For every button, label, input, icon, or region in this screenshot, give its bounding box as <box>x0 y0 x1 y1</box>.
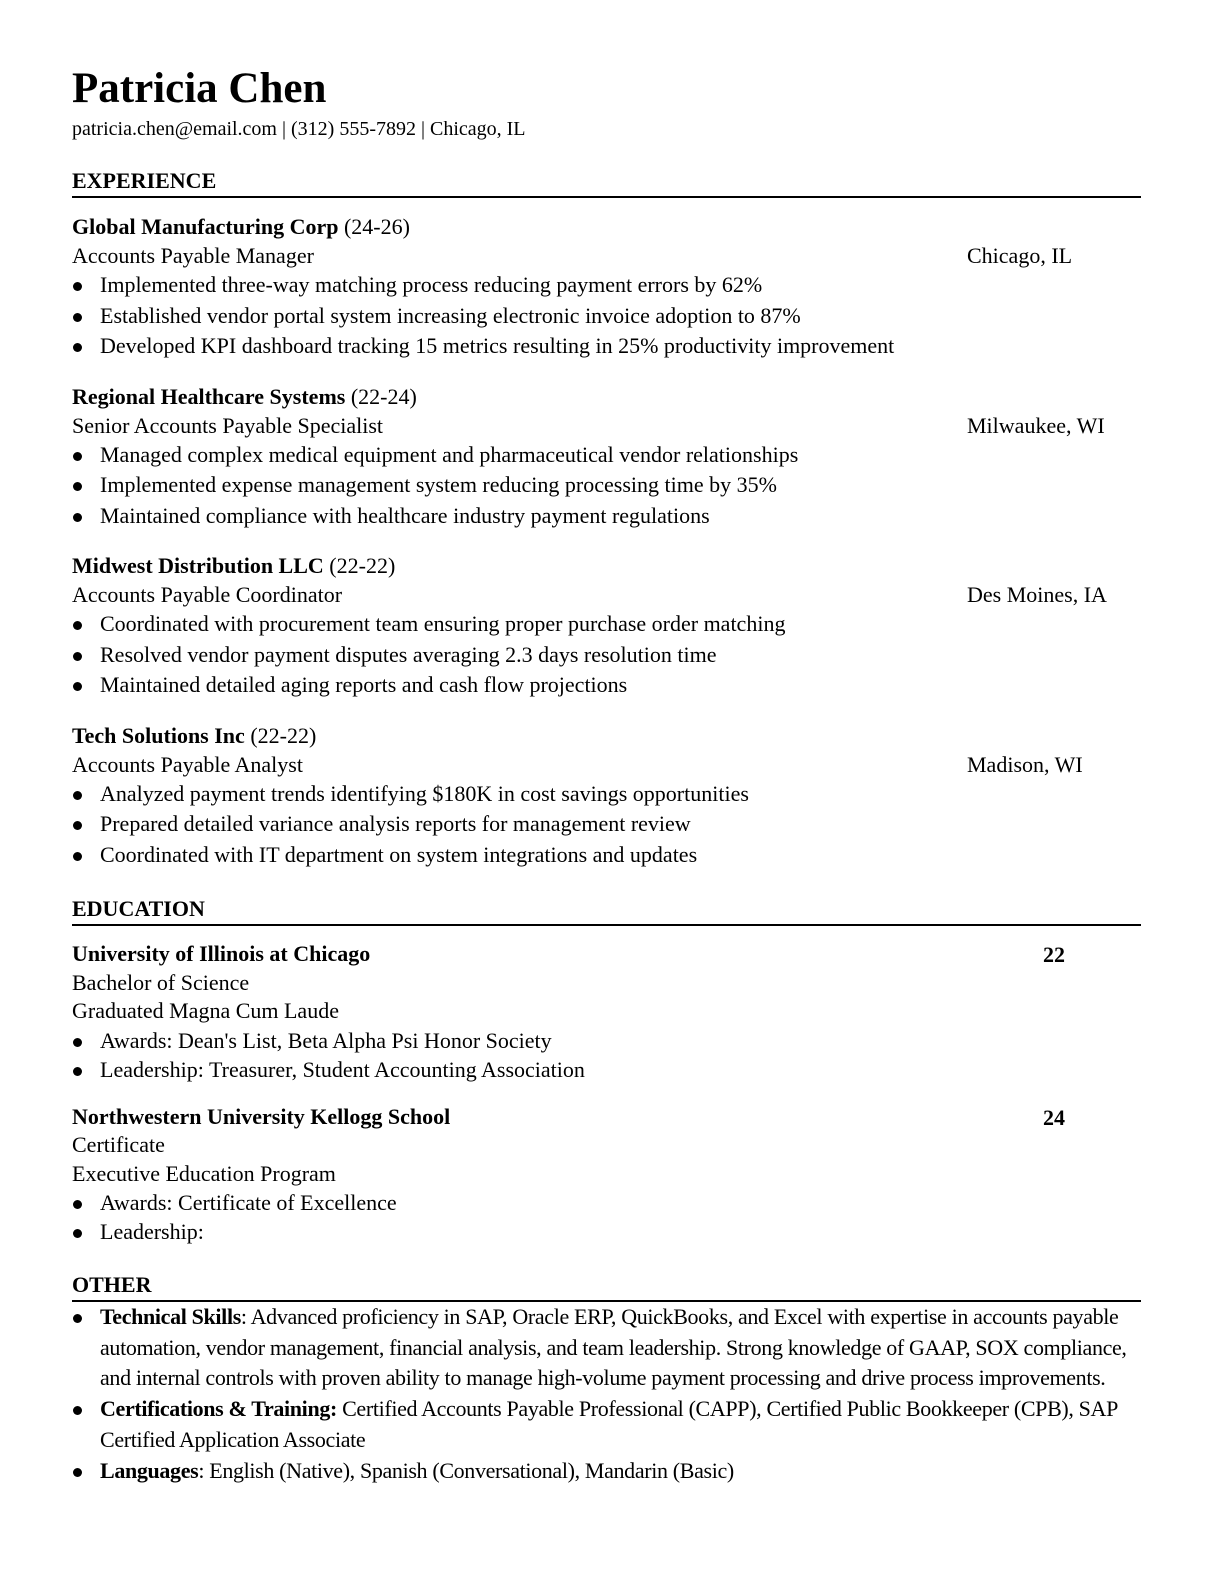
bullet-icon <box>73 682 82 691</box>
bullet-icon <box>73 1229 82 1238</box>
bullet-text: Managed complex medical equipment and pharmaceutical vendor relationships <box>100 441 799 467</box>
contact-line: patricia.chen@email.com | (312) 555-7892 | Chicago, IL <box>72 118 526 140</box>
bullet-item <box>72 501 1141 532</box>
bullet-item <box>72 640 1141 671</box>
bullet-icon <box>73 282 82 291</box>
company-name: Midwest Distribution LLC <box>72 553 324 578</box>
other-item-certifications <box>72 1394 1141 1455</box>
other-heading: OTHER <box>72 1272 1141 1302</box>
bullet-text: Awards: Dean's List, Beta Alpha Psi Honor Society <box>100 1027 552 1053</box>
company-name: Regional Healthcare Systems <box>72 383 346 409</box>
bullet-icon <box>73 1406 82 1415</box>
bullet-icon <box>73 452 82 461</box>
bullet-item <box>72 470 1141 501</box>
job-bullets <box>72 270 1141 362</box>
job-dates: (22-22) <box>329 553 396 578</box>
honors: Executive Education Program <box>72 1160 336 1186</box>
bullet-text: Implemented three-way matching process reducing payment errors by 62% <box>100 272 763 297</box>
job-header <box>72 212 1141 241</box>
job-title: Accounts Payable Analyst <box>72 751 303 777</box>
bullet-item <box>72 1217 1141 1246</box>
experience-list <box>72 212 1141 870</box>
bullet-item <box>72 1026 1141 1055</box>
education-bullets <box>72 1026 1141 1084</box>
experience-heading: EXPERIENCE <box>72 168 1141 198</box>
bullet-item <box>72 1055 1141 1084</box>
job-title: Accounts Payable Coordinator <box>72 582 343 607</box>
item-text: English (Native), Spanish (Conversational), Mandarin (Basic) <box>209 1458 734 1483</box>
other-item-technical-skills <box>72 1302 1141 1394</box>
job-bullets <box>72 779 1141 871</box>
bullet-icon <box>73 791 82 800</box>
bullet-icon <box>73 1468 82 1477</box>
bullet-icon <box>73 513 82 522</box>
bullet-icon <box>73 343 82 352</box>
bullet-text: Maintained detailed aging reports and cash flow projections <box>100 672 628 697</box>
bullet-item <box>72 840 1141 871</box>
education-heading: EDUCATION <box>72 896 1141 926</box>
job-dates: (22-22) <box>250 722 317 748</box>
job-dates: (22-24) <box>350 383 417 409</box>
job-location: Milwaukee, WI <box>967 412 1105 438</box>
company-name: Global Manufacturing Corp <box>72 214 339 239</box>
bullet-text: Awards: Certificate of Excellence <box>100 1190 397 1215</box>
job-entry <box>72 551 1141 701</box>
candidate-name: Patricia Chen <box>72 65 327 112</box>
graduation-year: 24 <box>1043 1104 1065 1130</box>
bullet-text: Coordinated with procurement team ensuring proper purchase order matching <box>100 611 786 636</box>
job-bullets <box>72 609 1141 701</box>
bullet-text: Analyzed payment trends identifying $180K in cost savings opportunities <box>100 780 749 806</box>
bullet-text: Leadership: Treasurer, Student Accounting Association <box>100 1056 585 1082</box>
job-header <box>72 382 1141 411</box>
item-separator: : <box>198 1458 210 1483</box>
job-entry <box>72 212 1141 362</box>
bullet-text: Resolved vendor payment disputes averaging 2.3 days resolution time <box>100 641 717 667</box>
bullet-item <box>72 670 1141 701</box>
job-location: Des Moines, IA <box>967 582 1107 607</box>
item-label: Technical Skills <box>100 1304 241 1329</box>
bullet-icon <box>73 1200 82 1209</box>
bullet-icon <box>73 1314 82 1323</box>
job-entry <box>72 382 1141 532</box>
bullet-icon <box>73 1067 82 1076</box>
bullet-icon <box>73 621 82 630</box>
bullet-icon <box>73 821 82 830</box>
bullet-text: Prepared detailed variance analysis reports for management review <box>100 811 691 836</box>
item-separator: : <box>240 1304 251 1329</box>
bullet-text: Implemented expense management system reducing processing time by 35% <box>100 472 777 497</box>
bullet-icon <box>73 313 82 322</box>
bullet-item <box>72 1188 1141 1217</box>
bullet-item <box>72 440 1141 471</box>
degree: Bachelor of Science <box>72 969 250 995</box>
bullet-text: Developed KPI dashboard tracking 15 metrics resulting in 25% productivity improvement <box>100 333 895 358</box>
education-list <box>72 940 1141 1246</box>
bullet-icon <box>73 652 82 661</box>
job-title: Senior Accounts Payable Specialist <box>72 412 383 438</box>
resume-page <box>72 62 1141 1487</box>
education-bullets <box>72 1188 1141 1246</box>
honors: Graduated Magna Cum Laude <box>72 998 339 1023</box>
bullet-text: Coordinated with IT department on system integrations and updates <box>100 841 698 867</box>
job-location: Chicago, IL <box>967 243 1073 268</box>
job-location: Madison, WI <box>967 751 1083 777</box>
bullet-icon <box>73 482 82 491</box>
job-header <box>72 721 1141 750</box>
job-entry <box>72 721 1141 871</box>
job-bullets <box>72 440 1141 532</box>
education-entry <box>72 940 1141 1084</box>
bullet-text: Established vendor portal system increasing electronic invoice adoption to 87% <box>100 302 801 328</box>
item-text: Certified Accounts Payable Professional (CAPP), Certified Public Bookkeeper (CPB), SAP Certified Application Associate <box>100 1396 1118 1452</box>
other-item-languages <box>72 1456 1141 1487</box>
bullet-text: Maintained compliance with healthcare industry payment regulations <box>100 502 710 528</box>
degree: Certificate <box>72 1132 165 1157</box>
job-title: Accounts Payable Manager <box>72 243 314 268</box>
bullet-item <box>72 779 1141 810</box>
other-list <box>72 1302 1141 1487</box>
item-text: Advanced proficiency in SAP, Oracle ERP, QuickBooks, and Excel with expertise in accounts payable automation, vendor management, financial analysis, and team leadership. Strong knowledge of GAAP, SOX compliance, and internal controls with proven ability to manage high-volume payment processing and drive process improvements. <box>100 1304 1127 1390</box>
bullet-item <box>72 331 1141 362</box>
school-name: Northwestern University Kellogg School <box>72 1103 451 1129</box>
bullet-item <box>72 609 1141 640</box>
school-name: University of Illinois at Chicago <box>72 941 371 966</box>
job-dates: (24-26) <box>343 214 410 239</box>
bullet-item <box>72 270 1141 301</box>
education-entry <box>72 1103 1141 1247</box>
bullet-item <box>72 809 1141 840</box>
company-name: Tech Solutions Inc <box>72 722 245 748</box>
job-header <box>72 551 1141 580</box>
graduation-year: 22 <box>1043 942 1065 967</box>
bullet-icon <box>73 1038 82 1047</box>
bullet-item <box>72 301 1141 332</box>
bullet-icon <box>73 852 82 861</box>
item-label: Languages <box>100 1458 199 1483</box>
item-label: Certifications & Training: <box>100 1396 337 1421</box>
bullet-text: Leadership: <box>100 1219 204 1244</box>
